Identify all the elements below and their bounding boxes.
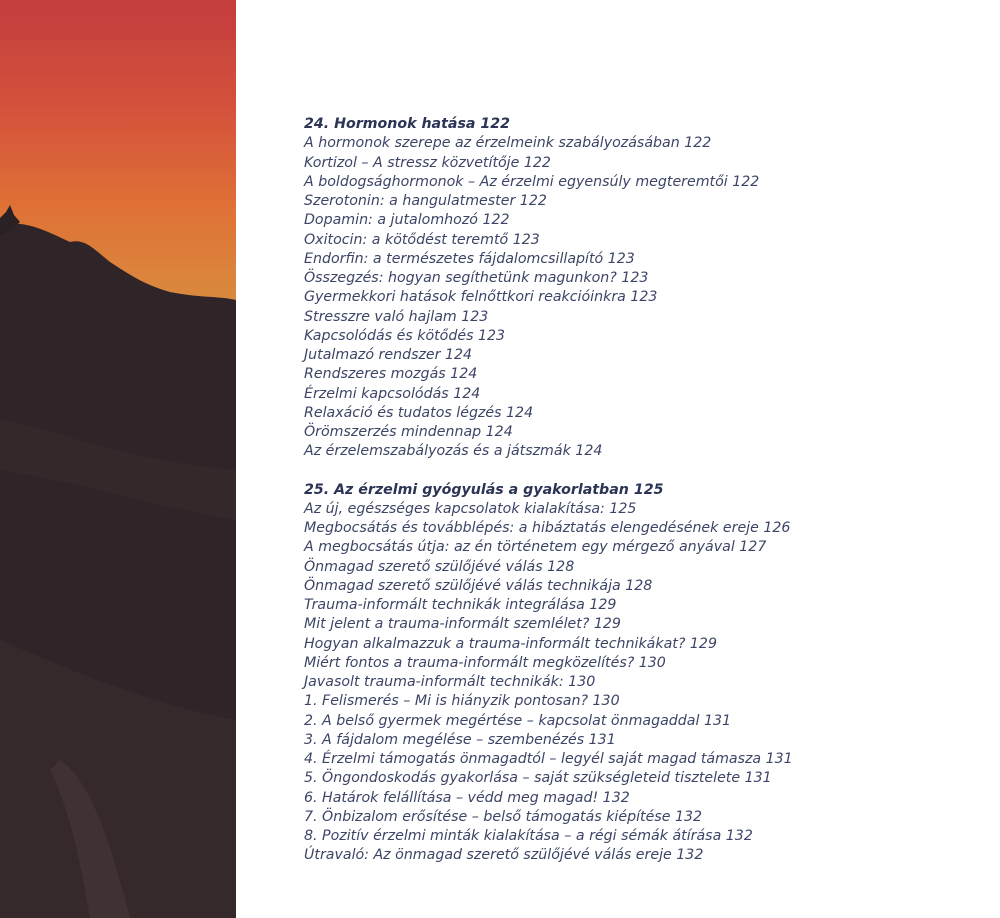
toc-entry: Kortizol – A stressz közvetítője 122 (304, 154, 551, 171)
toc-entry: Mit jelent a trauma-informált szemlélet? 129 (304, 616, 621, 633)
toc-entry: Dopamin: a jutalomhozó 122 (304, 212, 510, 229)
toc-entry: Az új, egészséges kapcsolatok kialakítása: 125 (304, 500, 637, 517)
toc-entry: Rendszeres mozgás 124 (304, 366, 478, 383)
toc-entry: Trauma-informált technikák integrálása 129 (304, 597, 617, 613)
toc-entry: Relaxáció és tudatos légzés 124 (304, 404, 534, 421)
toc-entry: 3. A fájdalom megélése – szembenézés 131 (304, 731, 616, 748)
sunset-silhouette-art (0, 0, 236, 918)
toc-entry: Szerotonin: a hangulatmester 122 (304, 193, 547, 209)
toc-entry: Megbocsátás és továbblépés: a hibáztatás elengedésének ereje 126 (304, 520, 791, 536)
toc-entry: A hormonok szerepe az érzelmeink szabályozásában 122 (304, 135, 712, 152)
toc-entry: Kapcsolódás és kötődés 123 (304, 327, 506, 344)
toc-section-24 (304, 115, 984, 462)
toc-entry: 6. Határok felállítása – védd meg magad! 132 (304, 789, 630, 806)
toc-entry: Endorfin: a természetes fájdalomcsillapító 123 (304, 250, 635, 267)
toc-entry: Javasolt trauma-informált technikák: 130 (304, 674, 596, 690)
toc-entry: 8. Pozitív érzelmi minták kialakítása – a régi sémák átírása 132 (304, 828, 753, 844)
toc-entry: Gyermekkori hatások felnőttkori reakcióinkra 123 (304, 289, 658, 306)
toc-entry: 4. Érzelmi támogatás önmagadtól – legyél saját magad támasza 131 (304, 751, 793, 767)
toc-entry: Önmagad szerető szülőjévé válás 128 (304, 558, 575, 575)
toc-entry: Önmagad szerető szülőjévé válás technikája 128 (304, 577, 653, 594)
toc-entry: Jutalmazó rendszer 124 (304, 347, 473, 363)
toc-entry: Az érzelemszabályozás és a játszmák 124 (304, 443, 603, 460)
section-heading: 25. Az érzelmi gyógyulás a gyakorlatban 125 (304, 481, 664, 498)
toc-entry: 7. Önbizalom erősítése – belső támogatás kiépítése 132 (304, 808, 703, 825)
toc-entry: Örömszerzés mindennap 124 (304, 424, 513, 440)
table-of-contents (304, 115, 984, 866)
toc-entry: 2. A belső gyermek megértése – kapcsolat önmagaddal 131 (304, 712, 732, 729)
toc-entry: Miért fontos a trauma-informált megközelítés? 130 (304, 654, 666, 671)
section-heading: 24. Hormonok hatása 122 (304, 116, 511, 132)
toc-entry: Érzelmi kapcsolódás 124 (304, 385, 481, 402)
toc-entry: Összegzés: hogyan segíthetünk magunkon? 123 (304, 270, 649, 286)
toc-entry: Útravaló: Az önmagad szerető szülőjévé válás ereje 132 (304, 847, 704, 864)
toc-entry: 5. Öngondoskodás gyakorlása – saját szükségleteid tisztelete 131 (304, 770, 772, 787)
toc-entry: 1. Felismerés – Mi is hiányzik pontosan? 130 (304, 693, 620, 710)
cover-artwork-strip (0, 0, 236, 918)
toc-entry: Oxitocin: a kötődést teremtő 123 (304, 231, 540, 248)
toc-entry: Hogyan alkalmazzuk a trauma-informált technikákat? 129 (304, 635, 717, 652)
toc-entry: A boldogsághormonok – Az érzelmi egyensúly megteremtői 122 (304, 173, 760, 190)
toc-entry: A megbocsátás útja: az én történetem egy mérgező anyával 127 (304, 539, 767, 556)
toc-entry: Stresszre való hajlam 123 (304, 308, 489, 325)
toc-section-25 (304, 481, 984, 866)
